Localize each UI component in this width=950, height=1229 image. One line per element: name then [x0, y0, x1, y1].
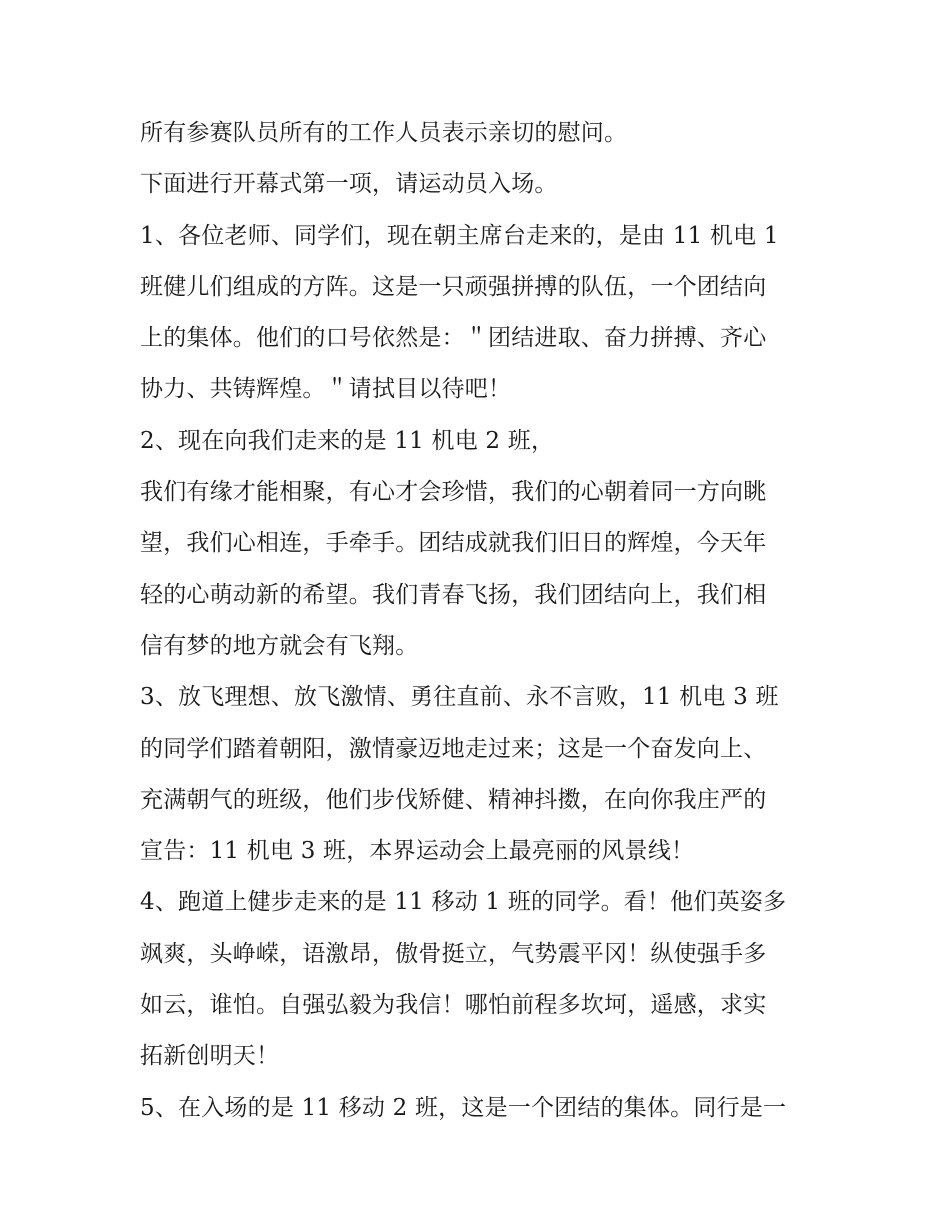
text-line-15: 宣告：11 机电 3 班，本界运动会上最亮丽的风景线！ [140, 838, 695, 865]
text-line-1: 所有参赛队员所有的工作人员表示亲切的慰问。 [140, 120, 628, 146]
text-line-7: 2、现在向我们走来的是 11 机电 2 班， [140, 427, 555, 454]
text-line-14: 充满朝气的班级，他们步伐矫健、精神抖擞，在向你我庄严的 [140, 786, 767, 813]
text-line-5: 上的集体。他们的口号依然是：＂团结进取、奋力拼搏、齐心 [140, 325, 767, 352]
text-line-6: 协力、共铸辉煌。＂请拭目以待吧！ [140, 376, 512, 403]
text-line-18: 如云，谁怕。自强弘毅为我信！哪怕前程多坎坷，遥感，求实 [140, 992, 767, 1019]
text-line-20: 5、在入场的是 11 移动 2 班，这是一个团结的集体。同行是一 [140, 1094, 787, 1121]
text-line-19: 拓新创明天！ [140, 1043, 280, 1070]
text-line-16: 4、跑道上健步走来的是 11 移动 1 班的同学。看！他们英姿多 [140, 889, 787, 916]
text-line-4: 班健儿们组成的方阵。这是一只顽强拼搏的队伍，一个团结向 [140, 273, 767, 300]
text-line-2: 下面进行开幕式第一项，请运动员入场。 [140, 171, 558, 198]
document-body [140, 108, 820, 1134]
text-line-9: 望，我们心相连，手牵手。团结成就我们旧日的辉煌，今天年 [140, 530, 767, 557]
text-line-8: 我们有缘才能相聚，有心才会珍惜，我们的心朝着同一方向眺 [140, 479, 767, 506]
text-line-12: 3、放飞理想、放飞激情、勇往直前、永不言败，11 机电 3 班 [140, 684, 779, 711]
text-line-3: 1、各位老师、同学们，现在朝主席台走来的，是由 11 机电 1 [140, 222, 779, 249]
text-line-10: 轻的心萌动新的希望。我们青春飞扬，我们团结向上，我们相 [140, 581, 767, 608]
text-line-17: 飒爽，头峥嵘，语激昂，傲骨挺立，气势震平冈！纵使强手多 [140, 940, 767, 967]
text-line-13: 的同学们踏着朝阳，激情豪迈地走过来；这是一个奋发向上、 [140, 735, 767, 762]
text-line-11: 信有梦的地方就会有飞翔。 [140, 632, 419, 659]
